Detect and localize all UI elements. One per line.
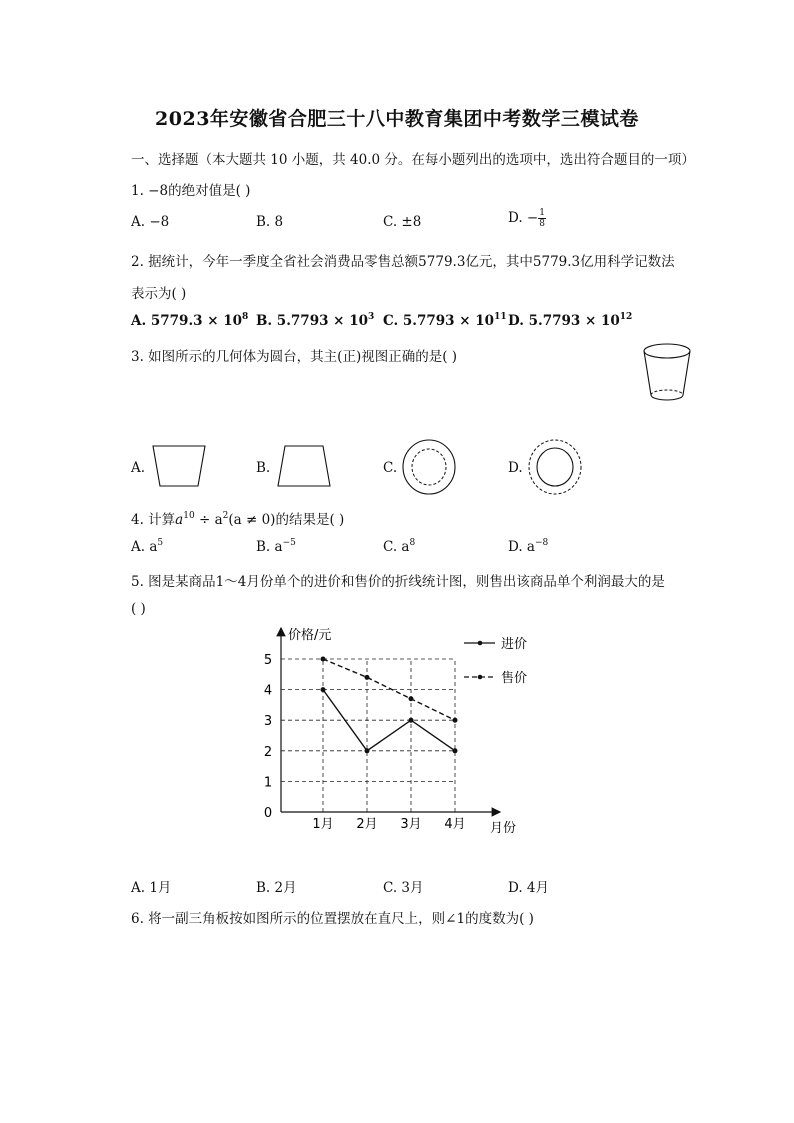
q2-option-c-label: C. 5.7793 × 10 — [383, 313, 495, 329]
q2-option-d[interactable] — [508, 313, 632, 329]
data-point — [321, 687, 326, 692]
exponent: 3 — [367, 312, 375, 322]
chart-legend — [464, 636, 527, 686]
exponent: 8 — [409, 538, 416, 548]
legend-marker — [478, 675, 483, 680]
q3-option-a-label[interactable]: A. — [131, 460, 146, 476]
x-tick-label: 2月 — [356, 817, 378, 832]
question-4-suffix: (a ≠ 0)的结果是( ) — [228, 512, 345, 528]
q4-option-a[interactable] — [131, 539, 163, 555]
q4-option-a-label: A. a — [131, 539, 158, 555]
frustum-figure — [638, 340, 698, 410]
q5-option-c[interactable]: C. 3月 — [383, 880, 424, 896]
q2-option-a[interactable] — [131, 313, 248, 329]
fraction-denominator: 8 — [539, 219, 545, 229]
q4-option-c-label: C. a — [383, 539, 410, 555]
data-point — [453, 748, 458, 753]
x-tick-label: 4月 — [444, 817, 466, 832]
chart-grid — [281, 659, 455, 812]
question-4-prefix: 4. 计算 — [131, 512, 176, 528]
q1-option-a[interactable]: A. −8 — [131, 214, 170, 230]
q1-option-b[interactable]: B. 8 — [256, 214, 284, 230]
q1-option-c[interactable]: C. ±8 — [383, 214, 422, 230]
exponent: 12 — [619, 312, 633, 322]
y-tick-label: 2 — [263, 744, 273, 760]
q2-option-c[interactable] — [383, 313, 507, 329]
y-tick-labels — [264, 653, 272, 821]
question-1-stem: 1. −8的绝对值是( ) — [131, 183, 251, 199]
q5-option-d[interactable]: D. 4月 — [508, 880, 550, 896]
exponent: 11 — [494, 312, 507, 322]
data-point — [321, 657, 326, 662]
q1-option-d[interactable] — [508, 208, 546, 229]
question-3-stem: 3. 如图所示的几何体为圆台，其主(正)视图正确的是( ) — [131, 349, 458, 365]
exponent: 2 — [222, 511, 229, 521]
q3-option-b-label[interactable]: B. — [256, 460, 271, 476]
fraction-numerator: 1 — [539, 208, 545, 218]
fraction — [538, 208, 546, 229]
legend-label: 进价 — [501, 637, 528, 652]
exam-title: 2023年安徽省合肥三十八中教育集团中考数学三模试卷 — [155, 108, 639, 130]
question-6-stem: 6. 将一副三角板按如图所示的位置摆放在直尺上，则∠1的度数为( ) — [131, 911, 534, 927]
q3-option-c-figure[interactable] — [400, 437, 460, 497]
q2-option-d-label: D. 5.7793 × 10 — [508, 313, 620, 329]
q3-option-c-label[interactable]: C. — [383, 460, 398, 476]
q3-option-a-figure[interactable] — [150, 443, 208, 489]
q1-option-d-label: D. − — [508, 210, 539, 226]
x-axis-label: 月份 — [490, 821, 517, 836]
legend-label: 售价 — [501, 671, 528, 686]
question-2-stem-line1: 2. 据统计，今年一季度全省社会消费品零售总额5779.3亿元，其中5779.3亿用科学记数法 — [131, 254, 675, 270]
q2-option-b[interactable] — [256, 313, 374, 329]
math-operator: ÷ a — [194, 512, 223, 528]
y-tick-label: 0 — [263, 806, 273, 821]
exponent: 10 — [183, 511, 195, 521]
q4-option-d[interactable] — [508, 539, 548, 555]
math-variable: a — [175, 512, 184, 528]
q4-option-b[interactable] — [256, 539, 296, 555]
q2-option-b-label: B. 5.7793 × 10 — [256, 313, 368, 329]
question-5-stem-line1: 5. 图是某商品1～4月份单个的进价和售价的折线统计图，则售出该商品单个利润最大的是 — [131, 574, 665, 590]
q5-option-a[interactable]: A. 1月 — [131, 880, 172, 896]
exponent: 5 — [157, 538, 164, 548]
data-point — [365, 748, 370, 753]
exponent: −8 — [534, 538, 549, 548]
x-tick-labels — [312, 817, 465, 832]
price-line-chart — [250, 618, 560, 848]
data-point — [365, 675, 370, 680]
y-tick-label: 4 — [263, 683, 273, 699]
exponent: 8 — [242, 312, 249, 322]
q3-option-d-label[interactable]: D. — [508, 460, 523, 476]
data-point — [409, 718, 414, 723]
y-tick-label: 5 — [263, 653, 273, 668]
q3-option-b-figure[interactable] — [275, 443, 333, 489]
y-tick-label: 1 — [263, 775, 273, 791]
question-2-stem-line2: 表示为( ) — [131, 286, 187, 302]
x-tick-label: 3月 — [400, 817, 422, 832]
y-axis-label: 价格/元 — [288, 628, 332, 643]
q3-option-d-figure[interactable] — [525, 437, 585, 497]
q4-option-b-label: B. a — [256, 539, 283, 555]
q4-option-c[interactable] — [383, 539, 415, 555]
data-point — [409, 696, 414, 701]
question-4-stem — [131, 508, 344, 528]
exponent: −5 — [282, 538, 296, 548]
y-tick-label: 3 — [263, 714, 273, 730]
q5-option-b[interactable]: B. 2月 — [256, 880, 297, 896]
chart-series — [321, 657, 458, 754]
q2-option-a-label: A. 5779.3 × 10 — [131, 313, 243, 329]
data-point — [453, 718, 458, 723]
question-5-stem-line2: ( ) — [131, 601, 146, 617]
x-tick-label: 1月 — [312, 817, 334, 832]
section-header: 一、选择题（本大题共 10 小题，共 40.0 分。在每小题列出的选项中，选出符合题目的一项） — [131, 152, 695, 168]
legend-marker — [478, 641, 483, 646]
q4-option-d-label: D. a — [508, 539, 535, 555]
